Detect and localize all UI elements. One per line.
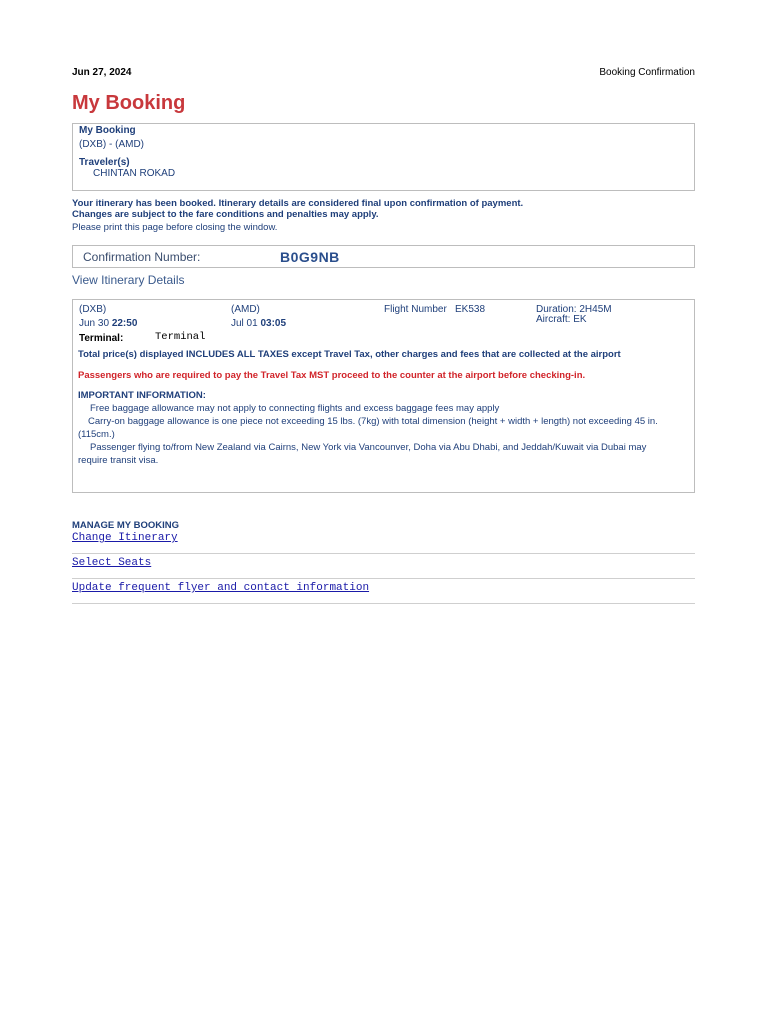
aircraft: Aircraft: EK [536,314,587,325]
booking-summary-box [72,123,695,191]
taxes-note: Total price(s) displayed INCLUDES ALL TAXES except Travel Tax, other charges and fees that are collected at the airport [78,349,621,360]
update-frequent-flyer-link[interactable]: Update frequent flyer and contact information [72,581,695,604]
confirmation-box [72,245,695,268]
flight-details-box [72,299,695,493]
confirmation-label: Confirmation Number: [83,250,201,264]
travel-tax-note: Passengers who are required to pay the Travel Tax MST proceed to the counter at the airport before checking-in. [78,370,586,381]
important-item-2: Carry-on baggage allowance is one piece not exceeding 15 lbs. (7kg) with total dimension (height + width + length) not exceeding 45 in. (115cm.) [78,416,658,440]
manage-booking-section [72,520,695,606]
summary-title: My Booking [79,125,136,136]
print-header [72,67,695,81]
change-itinerary-link[interactable]: Change Itinerary [72,531,695,554]
important-title: IMPORTANT INFORMATION: [78,390,206,401]
print-date: Jun 27, 2024 [72,67,132,78]
confirmation-number: B0G9NB [280,249,340,265]
notice-print: Please print this page before closing the window. [72,222,278,233]
origin-time: 22:50 [111,318,138,329]
travelers-label: Traveler(s) [79,157,130,168]
notice-line-2: Changes are subject to the fare conditions and penalties may apply. [72,209,379,220]
document-title: Booking Confirmation [599,67,695,78]
terminal-label: Terminal: [79,333,124,344]
booking-notice [72,198,523,233]
notice-line-1: Your itinerary has been booked. Itinerary details are considered final upon confirmation of payment. [72,198,524,209]
destination-time: 03:05 [260,318,287,329]
summary-route: (DXB) - (AMD) [79,139,144,150]
destination-code: (AMD) [231,304,260,315]
important-information [78,389,678,467]
select-seats-link[interactable]: Select Seats [72,556,695,579]
origin-date: Jun 30 [79,318,110,329]
destination-date: Jul 01 [231,318,258,329]
destination-datetime [231,318,286,329]
flight-duration: Duration: 2H45M [536,304,612,315]
important-item-3: Passenger flying to/from New Zealand via Cairns, New York via Vancounver, Doha via Abu Dhabi, and Jeddah/Kuwait via Dubai may require transit visa. [78,442,647,466]
origin-code: (DXB) [79,304,107,315]
view-itinerary-link[interactable]: View Itinerary Details [72,273,185,287]
flight-number-label: Flight Number [384,304,447,315]
page-title: My Booking [72,92,186,114]
traveler-name: CHINTAN ROKAD [93,168,176,179]
important-item-1: Free baggage allowance may not apply to connecting flights and excess baggage fees may apply [90,403,500,414]
flight-number: EK538 [455,304,486,315]
manage-booking-title: MANAGE MY BOOKING [72,520,179,531]
origin-datetime [79,318,137,329]
terminal-value: Terminal [155,331,206,343]
